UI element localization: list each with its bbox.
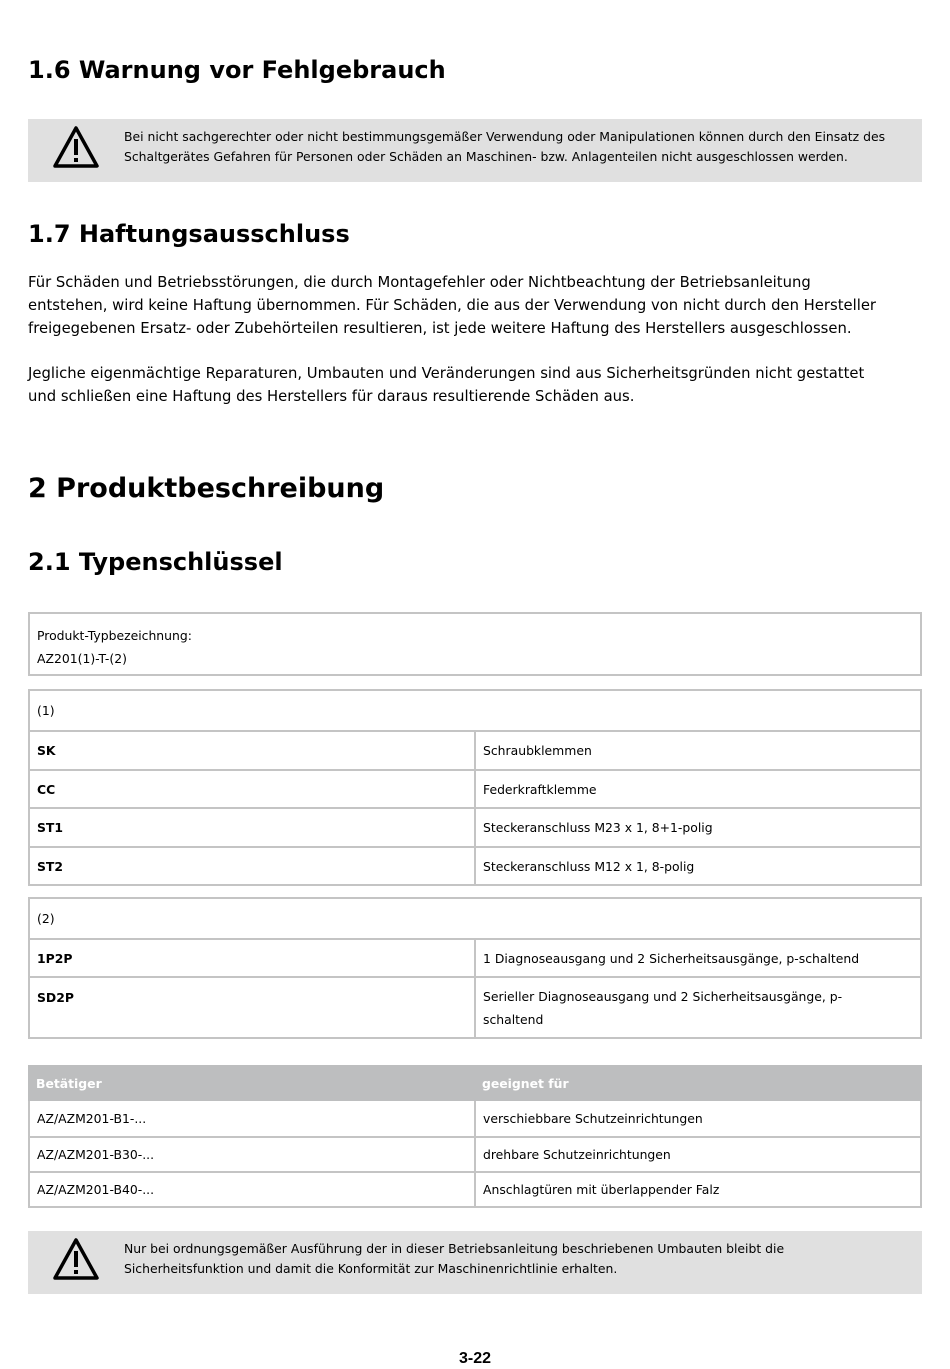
table-header-row xyxy=(30,899,920,938)
liability-paragraph-1 xyxy=(28,271,922,340)
section-2-1-title: 2.1 Typenschlüssel xyxy=(28,548,283,576)
option-key: SK xyxy=(30,732,476,769)
misuse-warning-text xyxy=(124,127,910,167)
paragraph-line: freigegebenen Ersatz- oder Zubehörteilen resultieren, ist jede weitere Haftung des Herstellers ausgeschlossen. xyxy=(28,320,852,337)
actuator-use: verschiebbare Schutzeinrichtungen xyxy=(483,1111,703,1126)
option-description xyxy=(476,978,920,1037)
warning-line: Nur bei ordnungsgemäßer Ausführung der in dieser Betriebsanleitung beschriebenen Umbauten bleibt die xyxy=(124,1241,785,1256)
liability-paragraph-2 xyxy=(28,362,922,408)
actuator-name: AZ/AZM201-B30-... xyxy=(30,1138,476,1171)
table-row xyxy=(30,976,920,1037)
type-designation-label: Produkt-Typbezeichnung: xyxy=(37,628,192,643)
paragraph-line: Jegliche eigenmächtige Reparaturen, Umbauten und Veränderungen sind aus Sicherheitsgründen nicht gestattet xyxy=(28,365,865,382)
description-line: schaltend xyxy=(483,1011,544,1027)
paragraph-line: und schließen eine Haftung des Herstellers für daraus resultierende Schäden aus. xyxy=(28,388,635,405)
paragraph-line: Für Schäden und Betriebsstörungen, die durch Montagefehler oder Nichtbeachtung der Betriebsanleitung xyxy=(28,274,811,291)
table-row xyxy=(30,730,920,769)
table-row xyxy=(30,1171,920,1206)
option-key: ST1 xyxy=(30,809,476,846)
table-row xyxy=(30,846,920,884)
option-key: ST2 xyxy=(30,848,476,884)
conformity-warning-text xyxy=(124,1239,910,1279)
warning-triangle-icon xyxy=(52,125,100,169)
warning-triangle-icon xyxy=(52,1237,100,1281)
table-header-row xyxy=(30,691,920,730)
description-line: Serieller Diagnoseausgang und 2 Sicherheitsausgänge, p- xyxy=(483,988,843,1004)
option-description: Steckeranschluss M23 x 1, 8+1-polig xyxy=(483,820,713,835)
option-description: Steckeranschluss M12 x 1, 8-polig xyxy=(483,858,695,874)
option-1-table xyxy=(28,689,922,886)
table-row xyxy=(30,1101,920,1136)
paragraph-line: entstehen, wird keine Haftung übernommen. Für Schäden, die aus der Verwendung von nicht durch den Hersteller xyxy=(28,297,877,314)
warning-line: Sicherheitsfunktion und damit die Konformität zur Maschinenrichtlinie erhalten. xyxy=(124,1261,618,1276)
chapter-2-title: 2 Produktbeschreibung xyxy=(28,473,385,504)
type-designation-code: AZ201(1)-T-(2) xyxy=(37,651,127,666)
option-key: 1P2P xyxy=(30,940,476,976)
page-number: 3-22 xyxy=(458,1350,492,1367)
table-row xyxy=(30,1136,920,1171)
option-2-header: (2) xyxy=(37,911,55,926)
column-header-actuator: Betätiger xyxy=(36,1075,102,1091)
option-description: 1 Diagnoseausgang und 2 Sicherheitsausgänge, p-schaltend xyxy=(483,950,860,966)
option-1-header: (1) xyxy=(37,703,55,718)
section-1-6-title: 1.6 Warnung vor Fehlgebrauch xyxy=(28,56,446,84)
option-key: CC xyxy=(30,771,476,807)
misuse-warning-box xyxy=(28,119,922,182)
table-row xyxy=(30,769,920,807)
warning-line: Bei nicht sachgerechter oder nicht bestimmungsgemäßer Verwendung oder Manipulationen können durch den Einsatz des xyxy=(124,129,886,144)
option-description: Schraubklemmen xyxy=(483,743,592,758)
actuator-table xyxy=(28,1065,922,1208)
section-1-7-title: 1.7 Haftungsausschluss xyxy=(28,220,350,248)
actuator-use: drehbare Schutzeinrichtungen xyxy=(483,1147,671,1162)
column-header-suitable-for: geeignet für xyxy=(482,1075,569,1091)
table-row xyxy=(30,807,920,846)
table-row xyxy=(30,938,920,976)
actuator-use: Anschlagtüren mit überlappender Falz xyxy=(483,1182,720,1197)
option-key: SD2P xyxy=(30,978,476,1037)
actuator-name: AZ/AZM201-B40-... xyxy=(30,1173,476,1206)
conformity-warning-box xyxy=(28,1231,922,1294)
actuator-table-header xyxy=(28,1065,922,1101)
type-designation-box xyxy=(28,612,922,676)
actuator-name: AZ/AZM201-B1-... xyxy=(30,1101,476,1136)
option-2-table xyxy=(28,897,922,1039)
option-description: Federkraftklemme xyxy=(483,781,597,797)
warning-line: Schaltgerätes Gefahren für Personen oder Schäden an Maschinen- bzw. Anlagenteilen nicht ausgeschlossen werden. xyxy=(124,149,848,164)
